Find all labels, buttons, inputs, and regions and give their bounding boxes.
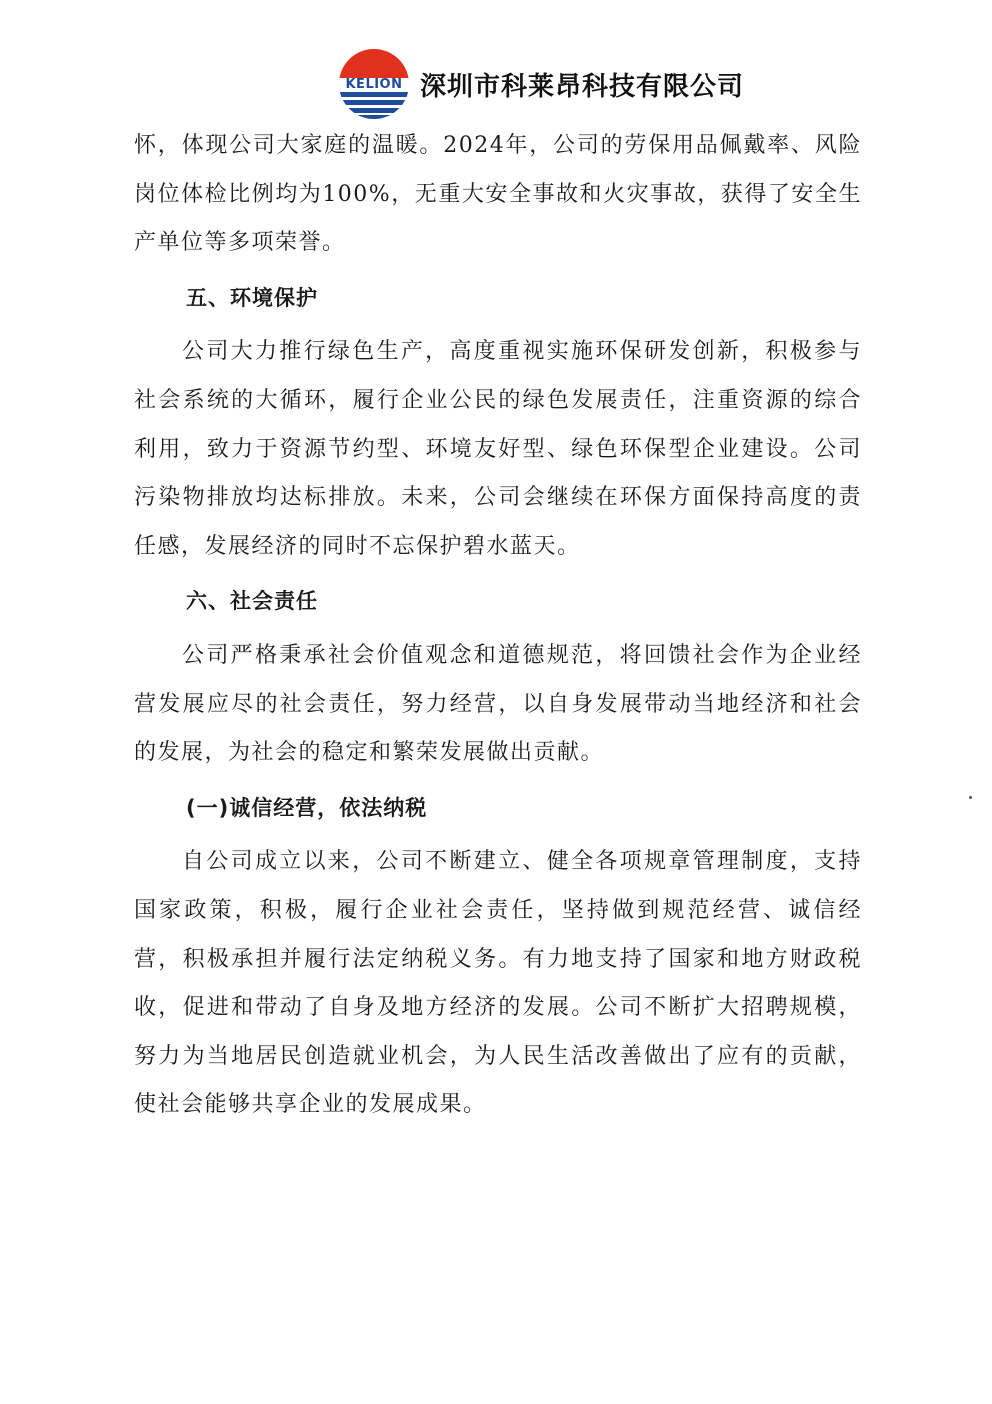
scan-speck (969, 796, 972, 799)
document-body (134, 122, 862, 1130)
paragraph-integrity-tax: 自公司成立以来，公司不断建立、健全各项规章管理制度，支持国家政策，积极，履行企业社会责任，坚持做到规范经营、诚信经营，积极承担并履行法定纳税义务。有力地支持了国家和地方财政税收，促进和带动了自身及地方经济的发展。公司不断扩大招聘规模，努力为当地居民创造就业机会，为人民生活改善做出了应有的贡献，使社会能够共享企业的发展成果。 (134, 849, 862, 1118)
heading-environmental-protection: 五、环境保护 (186, 285, 318, 310)
paragraph-environmental-protection: 公司大力推行绿色生产，高度重视实施环保研发创新，积极参与社会系统的大循环，履行企业公民的绿色发展责任，注重资源的综合利用，致力于资源节约型、环境友好型、绿色环保型企业建设。公司污染物排放均达标排放。未来，公司会继续在环保方面保持高度的责任感，发展经济的同时不忘保护碧水蓝天。 (134, 339, 862, 559)
company-name: 深圳市科莱昂科技有限公司 (420, 71, 745, 102)
svg-text:KELION: KELION (345, 77, 403, 92)
paragraph-social-responsibility: 公司严格秉承社会价值观念和道德规范，将回馈社会作为企业经营发展应尽的社会责任，努力经营，以自身发展带动当地经济和社会的发展，为社会的稳定和繁荣发展做出贡献。 (134, 642, 862, 766)
company-logo (338, 48, 410, 120)
letterhead (338, 48, 744, 120)
subheading-integrity-tax: (一)诚信经营，依法纳税 (186, 795, 428, 820)
heading-social-responsibility: 六、社会责任 (186, 589, 318, 614)
paragraph-safety-continuation: 怀，体现公司大家庭的温暖。2024年，公司的劳保用品佩戴率、风险岗位体检比例均为100%，无重大安全事故和火灾事故，获得了安全生产单位等多项荣誉。 (134, 133, 862, 256)
